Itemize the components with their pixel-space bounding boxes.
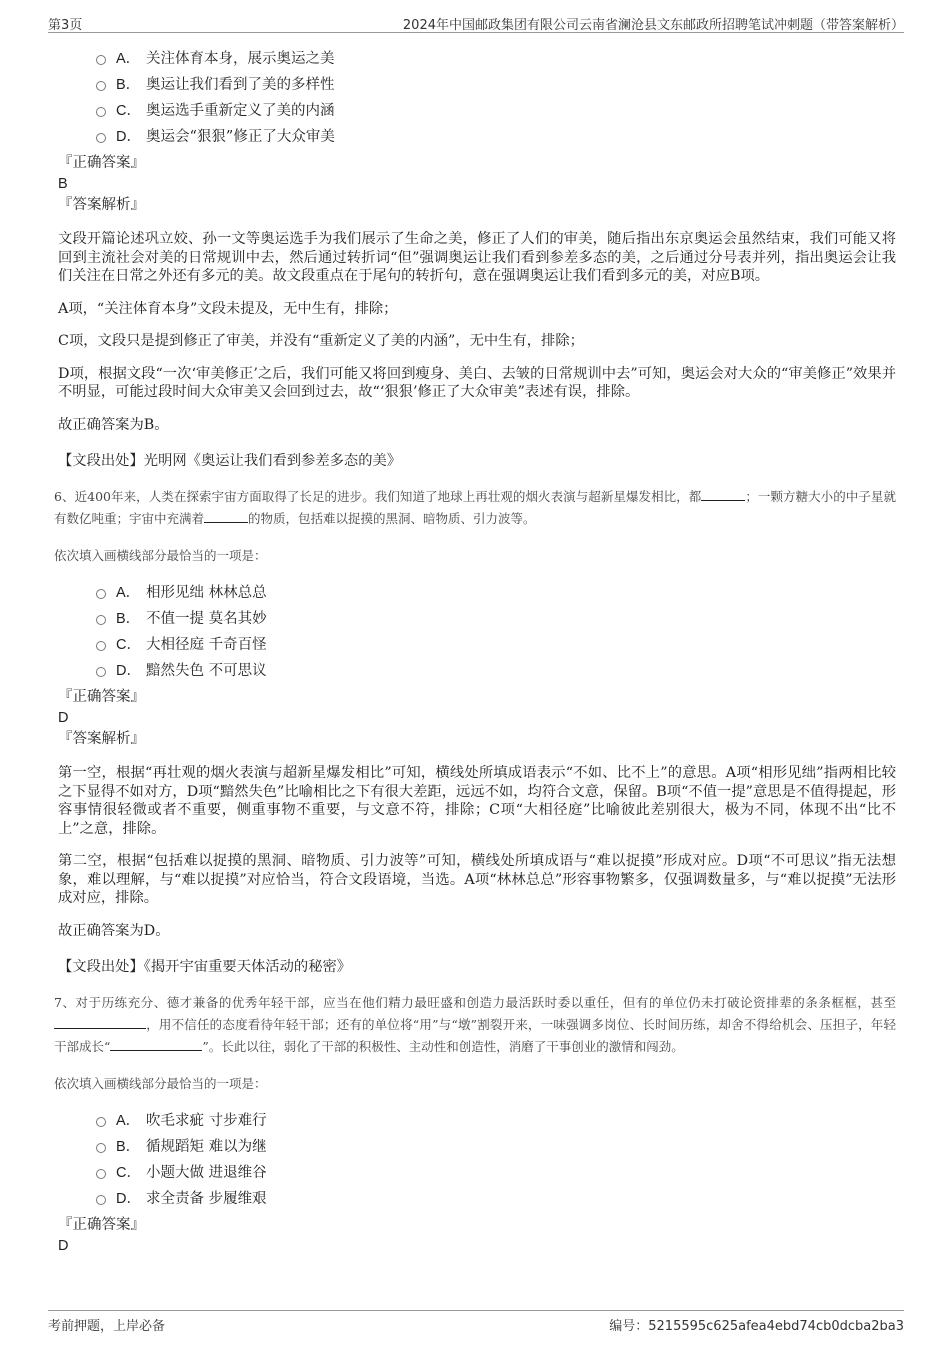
q5-option-b[interactable]: B． 奥运让我们看到了美的多样性 bbox=[96, 70, 896, 96]
q7-option-d[interactable]: D． 求全责备 步履维艰 bbox=[96, 1184, 896, 1210]
blank-line bbox=[701, 486, 745, 501]
q5-option-a[interactable]: A． 关注体育本身，展示奥运之美 bbox=[96, 44, 896, 70]
radio-icon[interactable] bbox=[96, 107, 106, 117]
page-header bbox=[48, 12, 904, 33]
blank-line bbox=[204, 508, 248, 523]
q6-analysis-p1: 第一空，根据“再壮观的烟火表演与超新星爆发相比”可知，横线处所填成语表示“不如、比不上”的意思。A项“相形见绌”指两相比较之下显得不如对方，D项“黯然失色”比喻相比之下有很大差距，远远不如，均符合文意，保留。B项“不值一提”意思是不值得提起，形容事情很轻微或者不重要，侧重事物不重要，与文意不符，排除；C项“大相径庭”比喻彼此差别很大，极为不同，体现不出“比不上”之意，排除。 bbox=[58, 765, 896, 837]
q7-options bbox=[96, 1106, 896, 1210]
page-footer bbox=[48, 1310, 904, 1334]
q6-source: 【文段出处】《揭开宇宙重要天体活动的秘密》 bbox=[58, 959, 352, 975]
q5-option-d[interactable]: D． 奥运会“狠狠”修正了大众审美 bbox=[96, 122, 896, 148]
radio-icon[interactable] bbox=[96, 667, 106, 677]
q5-analysis-p4: D项，根据文段“一次‘审美修正’之后，我们可能又将回到瘦身、美白、去皱的日常规训中去”可知，奥运会对大众的“审美修正”效果并不明显，可能过段时间大众审美又会回到过去，故“‘狠狠’修正了大众审美”表述有误，排除。 bbox=[58, 365, 896, 400]
q6-option-d[interactable]: D． 黯然失色 不可思议 bbox=[96, 656, 896, 682]
radio-icon[interactable] bbox=[96, 641, 106, 651]
q6-option-b[interactable]: B． 不值一提 莫名其妙 bbox=[96, 604, 896, 630]
radio-icon[interactable] bbox=[96, 1117, 106, 1127]
radio-icon[interactable] bbox=[96, 1195, 106, 1205]
q7-answer: D bbox=[58, 1238, 69, 1254]
radio-icon[interactable] bbox=[96, 615, 106, 625]
radio-icon[interactable] bbox=[96, 55, 106, 65]
q5-analysis-p5: 故正确答案为B。 bbox=[58, 416, 169, 433]
q7-option-a[interactable]: A． 吹毛求疵 寸步难行 bbox=[96, 1106, 896, 1132]
q6-option-c[interactable]: C． 大相径庭 千奇百怪 bbox=[96, 630, 896, 656]
document-id: 编号：5215595c625afea4ebd74cb0dcba2ba3 bbox=[609, 1319, 904, 1334]
q6-answer-label: 『正确答案』 bbox=[58, 689, 145, 705]
q5-option-c[interactable]: C． 奥运选手重新定义了美的内涵 bbox=[96, 96, 896, 122]
q6-options bbox=[96, 578, 896, 682]
q5-analysis-p2: A项，“关注体育本身”文段未提及，无中生有，排除； bbox=[58, 300, 398, 317]
radio-icon[interactable] bbox=[96, 589, 106, 599]
q7-answer-label: 『正确答案』 bbox=[58, 1217, 145, 1233]
q5-analysis-p1: 文段开篇论述巩立姣、孙一文等奥运选手为我们展示了生命之美，修正了人们的审美，随后指出东京奥运会虽然结束，我们可能又将回到主流社会对美的日常规训中去，然后通过转折词“但”强调奥运让我们看到参差多态的美，之后通过分号表并列，指出奥运会让我们关注在日常之外还有多元的美。故文段重点在于尾句的转折句，意在强调奥运让我们看到多元的美，对应B项。 bbox=[58, 231, 896, 284]
q5-options bbox=[96, 44, 896, 148]
page-number: 第3页 bbox=[48, 18, 83, 33]
q7-prompt: 依次填入画横线部分最恰当的一项是： bbox=[54, 1076, 267, 1091]
q7-option-b[interactable]: B． 循规蹈矩 难以为继 bbox=[96, 1132, 896, 1158]
footer-slogan: 考前押题，上岸必备 bbox=[48, 1319, 166, 1334]
radio-icon[interactable] bbox=[96, 1169, 106, 1179]
q5-answer-label: 『正确答案』 bbox=[58, 155, 145, 171]
q7-option-c[interactable]: C． 小题大做 进退维谷 bbox=[96, 1158, 896, 1184]
blank-line bbox=[54, 1014, 146, 1029]
q6-stem: 6、近400年来，人类在探索宇宙方面取得了长足的进步。我们知道了地球上再壮观的烟火表演与超新星爆发相比，都 ；一颗方糖大小的中子星就有数亿吨重；宇宙中充满着 的物质，包括难以捉摸的黑洞、暗物质、引力波等。 bbox=[54, 486, 896, 530]
page-content bbox=[56, 44, 896, 1256]
q6-analysis-p2: 第二空，根据“包括难以捉摸的黑洞、暗物质、引力波等”可知，横线处所填成语与“难以捉摸”形成对应。D项“不可思议”指无法想象，难以理解，与“难以捉摸”对应恰当，符合文段语境，当选。A项“林林总总”形容事物繁多，仅强调数量多，与“难以捉摸”无法形成对应，排除。 bbox=[58, 853, 896, 906]
q6-answer: D bbox=[58, 710, 69, 726]
q5-source: 【文段出处】光明网《奥运让我们看到参差多态的美》 bbox=[58, 453, 402, 469]
q5-analysis-label: 『答案解析』 bbox=[58, 197, 145, 213]
q5-analysis-p3: C项，文段只是提到修正了审美，并没有“重新定义了美的内涵”，无中生有，排除； bbox=[58, 333, 584, 349]
q6-analysis-label: 『答案解析』 bbox=[58, 731, 145, 747]
document-title: 2024年中国邮政集团有限公司云南省澜沧县文东邮政所招聘笔试冲刺题（带答案解析） bbox=[402, 18, 904, 33]
q6-analysis-p3: 故正确答案为D。 bbox=[58, 922, 170, 939]
q7-stem: 7、对于历练充分、德才兼备的优秀年轻干部，应当在他们精力最旺盛和创造力最活跃时委以重任，但有的单位仍未打破论资排辈的条条框框，甚至，用不信任的态度看待年轻干部；还有的单位将“用”与“墩”割裂开来，一味强调多岗位、长时间历练，却舍不得给机会、压担子，年轻干部成长“ ”。长此以往，弱化了干部的积极性、主动性和创造性，消磨了干事创业的激情和闯劲。 bbox=[54, 995, 896, 1054]
radio-icon[interactable] bbox=[96, 133, 106, 143]
blank-line bbox=[110, 1036, 202, 1051]
q6-prompt: 依次填入画横线部分最恰当的一项是： bbox=[54, 548, 267, 563]
radio-icon[interactable] bbox=[96, 81, 106, 91]
q5-answer: B bbox=[58, 176, 68, 192]
radio-icon[interactable] bbox=[96, 1143, 106, 1153]
q6-option-a[interactable]: A． 相形见绌 林林总总 bbox=[96, 578, 896, 604]
